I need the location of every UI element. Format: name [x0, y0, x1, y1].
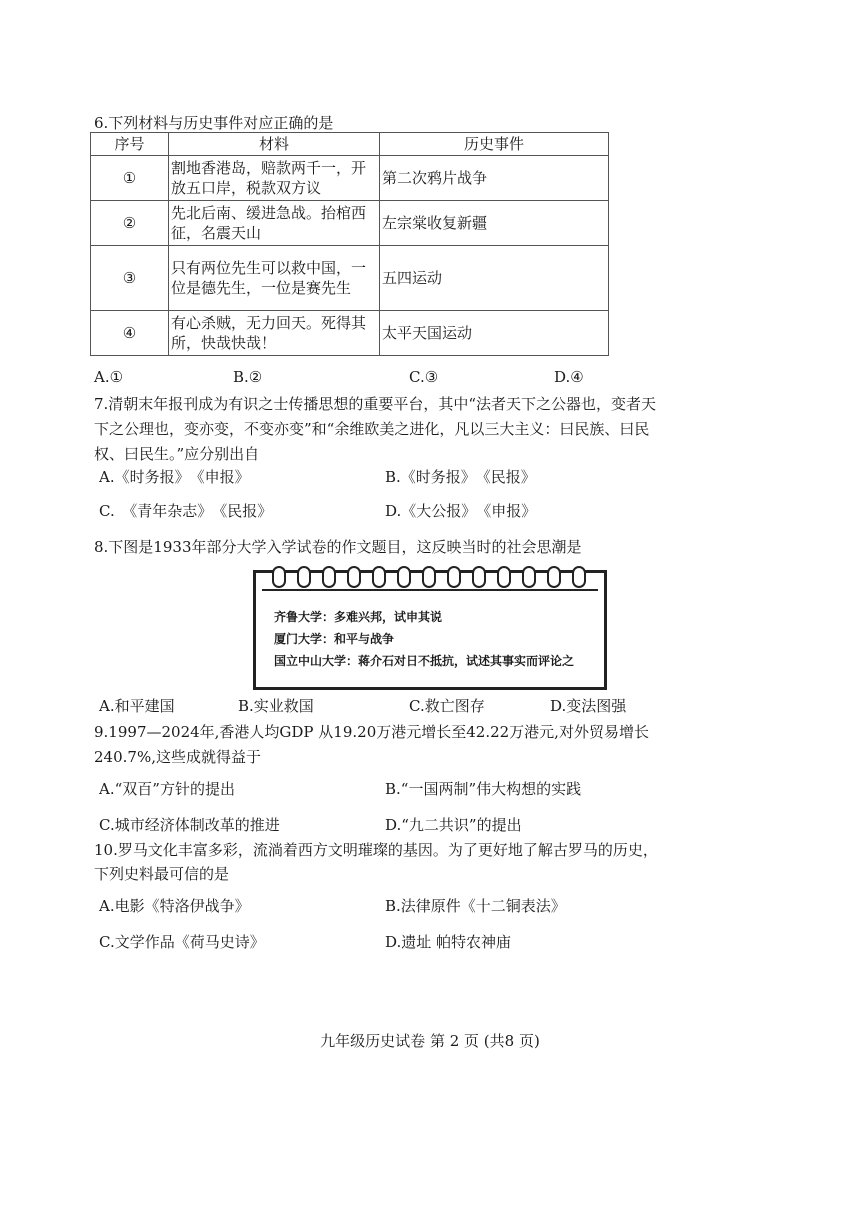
q6-option-d: D.④ — [554, 368, 584, 386]
q7-option-a: A.《时务报》 《申报》 — [99, 468, 250, 486]
q7-option-d: D.《大公报》 《申报》 — [385, 502, 537, 520]
header-material: 材料 — [169, 133, 380, 156]
row-material: 割地香港岛，赔款两千一，开放五口岸，税款双方议 — [169, 156, 380, 201]
ring-icon — [397, 566, 411, 588]
q6-stem: 6.下列材料与历史事件对应正确的是 — [94, 114, 334, 132]
q10-stem-line: 下列史料最可信的是 — [94, 865, 230, 883]
table-row — [91, 311, 609, 356]
row-material: 有心杀贼，无力回天。死得其所，快哉快哉！ — [169, 311, 380, 356]
table-row — [91, 201, 609, 246]
row-event: 太平天国运动 — [380, 311, 609, 356]
q9-option-d: D.“九二共识”的提出 — [385, 816, 522, 834]
ring-icon — [447, 566, 461, 588]
q8-option-d: D.变法图强 — [550, 697, 627, 715]
exam-topics-card — [253, 570, 607, 690]
q10-option-c: C.文学作品《荷马史诗》 — [99, 933, 265, 951]
ring-icon — [372, 566, 386, 588]
q9-stem-line: 240.7%,这些成就得益于 — [94, 748, 261, 766]
q7-stem-line: 权、曰民生。”应分别出自 — [94, 445, 260, 463]
table-row — [91, 156, 609, 201]
q8-option-a: A.和平建国 — [99, 697, 175, 715]
q7-stem-line: 7.清朝末年报刊成为有识之士传播思想的重要平台，其中“法者天下之公器也，变者天 — [94, 395, 656, 413]
ring-icon — [297, 566, 311, 588]
header-number: 序号 — [91, 133, 169, 156]
row-number: ① — [91, 156, 169, 201]
row-material: 只有两位先生可以救中国，一位是德先生，一位是赛先生 — [169, 246, 380, 311]
ring-icon — [572, 566, 586, 588]
table-header-row — [91, 133, 609, 156]
card-line: 齐鲁大学：多难兴邦，试申其说 — [274, 610, 443, 624]
row-event: 五四运动 — [380, 246, 609, 311]
q9-option-c: C.城市经济体制改革的推进 — [99, 816, 280, 834]
ring-icon — [422, 566, 436, 588]
ring-icon — [497, 566, 511, 588]
spiral-binding — [262, 579, 598, 591]
ring-icon — [322, 566, 336, 588]
row-number: ② — [91, 201, 169, 246]
q6-option-b: B.② — [233, 368, 263, 386]
q9-option-b: B.“一国两制”伟大构想的实践 — [385, 780, 582, 798]
q8-stem: 8.下图是1933年部分大学入学试卷的作文题目，这反映当时的社会思潮是 — [94, 538, 582, 556]
q10-option-a: A.电影《特洛伊战争》 — [99, 897, 250, 915]
ring-icon — [347, 566, 361, 588]
q6-option-a: A.① — [94, 368, 124, 386]
q9-option-a: A.“双百”方针的提出 — [99, 780, 235, 798]
card-line: 国立中山大学：蒋介石对日不抵抗，试述其事实而评论之 — [274, 654, 575, 668]
row-event: 第二次鸦片战争 — [380, 156, 609, 201]
ring-icon — [272, 566, 286, 588]
row-number: ③ — [91, 246, 169, 311]
ring-icon — [547, 566, 561, 588]
row-number: ④ — [91, 311, 169, 356]
row-material: 先北后南、缓进急战。抬棺西征，名震天山 — [169, 201, 380, 246]
ring-icon — [522, 566, 536, 588]
q6-table — [90, 132, 609, 356]
card-line: 厦门大学：和平与战争 — [274, 632, 395, 646]
q8-option-b: B.实业救国 — [238, 697, 314, 715]
q9-stem-line: 9.1997—2024年,香港人均GDP 从19.20万港元增长至42.22万港元,对外贸易增长 — [94, 723, 649, 741]
header-event: 历史事件 — [380, 133, 609, 156]
q7-stem-line: 下之公理也，变亦变，不变亦变”和“余维欧美之进化，凡以三大主义：曰民族、曰民 — [94, 420, 650, 438]
row-event: 左宗棠收复新疆 — [380, 201, 609, 246]
ring-icon — [472, 566, 486, 588]
q6-option-c: C.③ — [409, 368, 439, 386]
q8-option-c: C.救亡图存 — [409, 697, 485, 715]
q7-option-b: B.《时务报》 《民报》 — [385, 468, 536, 486]
q10-option-d: D.遗址 帕特农神庙 — [385, 933, 512, 951]
table-row — [91, 246, 609, 311]
q10-stem-line: 10.罗马文化丰富多彩，流淌着西方文明璀璨的基因。为了更好地了解古罗马的历史， — [94, 841, 658, 859]
q10-option-b: B.法律原件《十二铜表法》 — [385, 897, 566, 915]
q7-option-c: C. 《青年杂志》 《民报》 — [99, 502, 273, 520]
page-footer: 九年级历史试卷 第 2 页 (共8 页) — [320, 1032, 540, 1050]
